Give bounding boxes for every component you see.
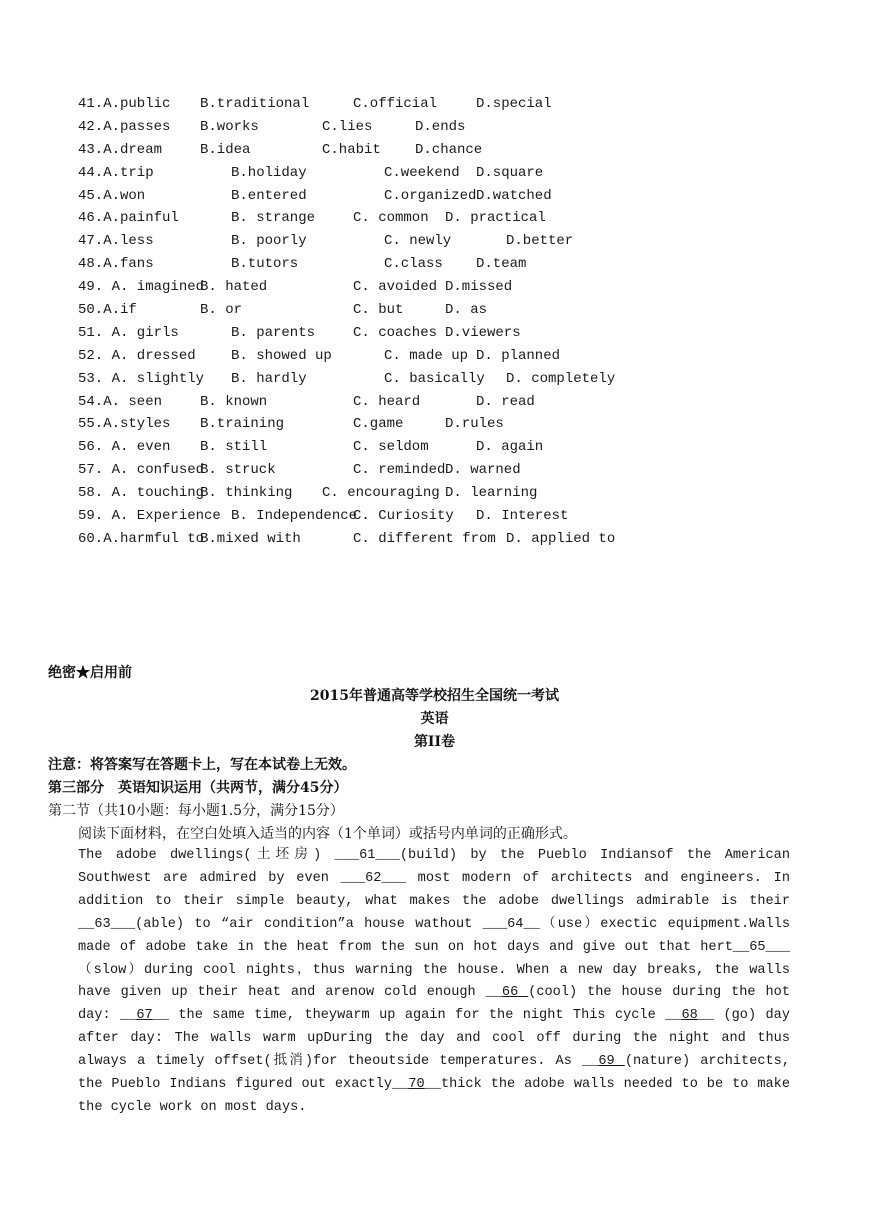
option-d: D. learning: [445, 485, 538, 502]
confidential-mark: 绝密★启用前: [48, 665, 132, 681]
option-a: 41.A.public: [78, 96, 171, 112]
option-b: B.traditional: [200, 96, 310, 112]
option-d: D. read: [476, 393, 535, 410]
option-d: D.special: [476, 96, 552, 112]
option-a: 43.A.dream: [78, 141, 163, 158]
part-heading: 第三部分 英语知识运用（共两节，满分45分）: [48, 780, 348, 796]
instruction-text: 阅读下面材料，在空白处填入适当的内容（1个单词）或括号内单词的正确形式。: [78, 826, 577, 842]
passage-text: __ the same time, theywarm up again for the night This cycle __: [152, 1008, 682, 1024]
volume-title: 第II卷: [413, 734, 456, 750]
option-d: D.missed: [445, 279, 513, 296]
option-a: 50.A.if: [78, 302, 137, 319]
option-b: B.tutors: [231, 256, 299, 273]
passage-text: (nature) architects, the Pueblo Indians figured out exactly__: [78, 1054, 790, 1093]
option-b: B. Independence: [231, 508, 358, 525]
option-c: C. reminded: [353, 462, 446, 479]
option-b: B. hardly: [231, 370, 307, 387]
option-d: D. practical: [445, 210, 546, 227]
option-b: B.idea: [200, 141, 251, 158]
option-c: C.organized: [384, 187, 477, 204]
option-c: C. Curiosity: [353, 508, 454, 525]
option-c: C.game: [353, 416, 404, 433]
option-b: B. struck: [200, 462, 276, 479]
option-d: D.watched: [476, 187, 552, 204]
option-b: B. or: [200, 302, 243, 319]
option-b: B.training: [200, 416, 285, 433]
option-d: D. warned: [445, 462, 521, 479]
option-c: C. common: [353, 210, 429, 227]
option-c: C. different from: [353, 530, 496, 547]
option-a: 58. A. touching: [78, 485, 205, 502]
option-c: C.class: [384, 256, 443, 273]
blank-70: 70: [408, 1077, 425, 1093]
passage-text: The adobe dwellings(土坯房) ___61___(build) by the Pueblo Indiansof the American Southwest are admired by even ___62___ most modern of architects and engineers. In addition to their simple beauty, what makes the adobe dwellings admirable is their __63___(able) to “air condition”a house wathout ___64__（use）exectic equipment.Walls made of adobe take in the heat from the sun on hot days and give out that hert__65___（slow）during cool nights，thus warning the house. When a new day breaks, the walls have given up their heat and arenow cold enough __: [78, 848, 790, 1001]
option-a: 45.A.won: [78, 187, 146, 204]
option-c: C. avoided: [353, 279, 438, 296]
option-b: B. still: [200, 439, 268, 456]
option-d: D.ends: [415, 118, 466, 135]
reading-passage: [78, 845, 790, 1120]
section-heading: 第二节（共10小题：每小题1.5分，满分15分）: [48, 803, 344, 819]
option-d: D.viewers: [445, 324, 521, 341]
option-c: C.habit: [322, 141, 381, 158]
option-b: B. showed up: [231, 347, 332, 364]
option-d: D.rules: [445, 416, 504, 433]
option-c: C.official: [353, 96, 438, 112]
passage-text: __ (go) day after day: The walls warm upDuring the day and cool off during the night and thus always a timely offset(抵消)for theoutside temperatures. As __: [78, 1008, 790, 1070]
option-c: C. coaches: [353, 324, 438, 341]
option-b: B.entered: [231, 187, 307, 204]
blank-68: 68: [681, 1008, 698, 1024]
option-a: 55.A.styles: [78, 416, 171, 433]
option-c: C.lies: [322, 118, 373, 135]
option-c: C. basically: [384, 370, 485, 387]
option-a: 49. A. imagined: [78, 279, 205, 296]
exam-note: 注意：将答案写在答题卡上，写在本试卷上无效。: [48, 757, 356, 773]
option-c: C. seldom: [353, 439, 429, 456]
option-d: D.team: [476, 256, 527, 273]
option-a: 46.A.painful: [78, 210, 179, 227]
option-a: 60.A.harmful to: [78, 530, 205, 547]
option-d: D. applied to: [506, 530, 616, 547]
option-c: C.weekend: [384, 164, 460, 181]
option-a: 47.A.less: [78, 233, 154, 250]
option-d: D.chance: [415, 141, 483, 158]
option-b: B.mixed with: [200, 530, 301, 547]
exam-title: 2015年普通高等学校招生全国统一考试: [310, 688, 559, 704]
option-c: C. heard: [353, 393, 421, 410]
passage-text: (cool) the house during the hot day: __: [78, 985, 790, 1024]
option-a: 48.A.fans: [78, 256, 154, 273]
option-b: B. thinking: [200, 485, 293, 502]
option-b: B. hated: [200, 279, 268, 296]
option-d: D. Interest: [476, 508, 569, 525]
option-c: C. encouraging: [322, 485, 440, 502]
option-b: B. known: [200, 393, 268, 410]
subject-title: 英语: [420, 711, 449, 727]
blank-69: 69: [598, 1054, 625, 1070]
blank-67: 67: [136, 1008, 153, 1024]
option-a: 59. A. Experience: [78, 508, 221, 525]
option-a: 51. A. girls: [78, 324, 179, 341]
option-b: B. strange: [231, 210, 316, 227]
option-d: D. planned: [476, 347, 561, 364]
option-b: B. parents: [231, 324, 316, 341]
option-a: 52. A. dressed: [78, 347, 196, 364]
option-c: C. made up: [384, 347, 469, 364]
option-d: D.better: [506, 233, 574, 250]
option-c: C. newly: [384, 233, 452, 250]
option-d: D. as: [445, 302, 488, 319]
option-d: D. again: [476, 439, 544, 456]
option-c: C. but: [353, 302, 404, 319]
option-d: D.square: [476, 164, 544, 181]
option-b: B. poorly: [231, 233, 307, 250]
option-a: 54.A. seen: [78, 393, 163, 410]
option-a: 42.A.passes: [78, 118, 171, 135]
option-a: 56. A. even: [78, 439, 171, 456]
option-d: D. completely: [506, 370, 616, 387]
blank-66: 66: [501, 985, 529, 1001]
option-a: 44.A.trip: [78, 164, 154, 181]
option-b: B.holiday: [231, 164, 307, 181]
option-b: B.works: [200, 118, 259, 135]
option-a: 57. A. confused: [78, 462, 205, 479]
option-a: 53. A. slightly: [78, 370, 205, 387]
passage-text: __thick the adobe walls needed to be to make the cycle work on most days.: [78, 1077, 790, 1115]
